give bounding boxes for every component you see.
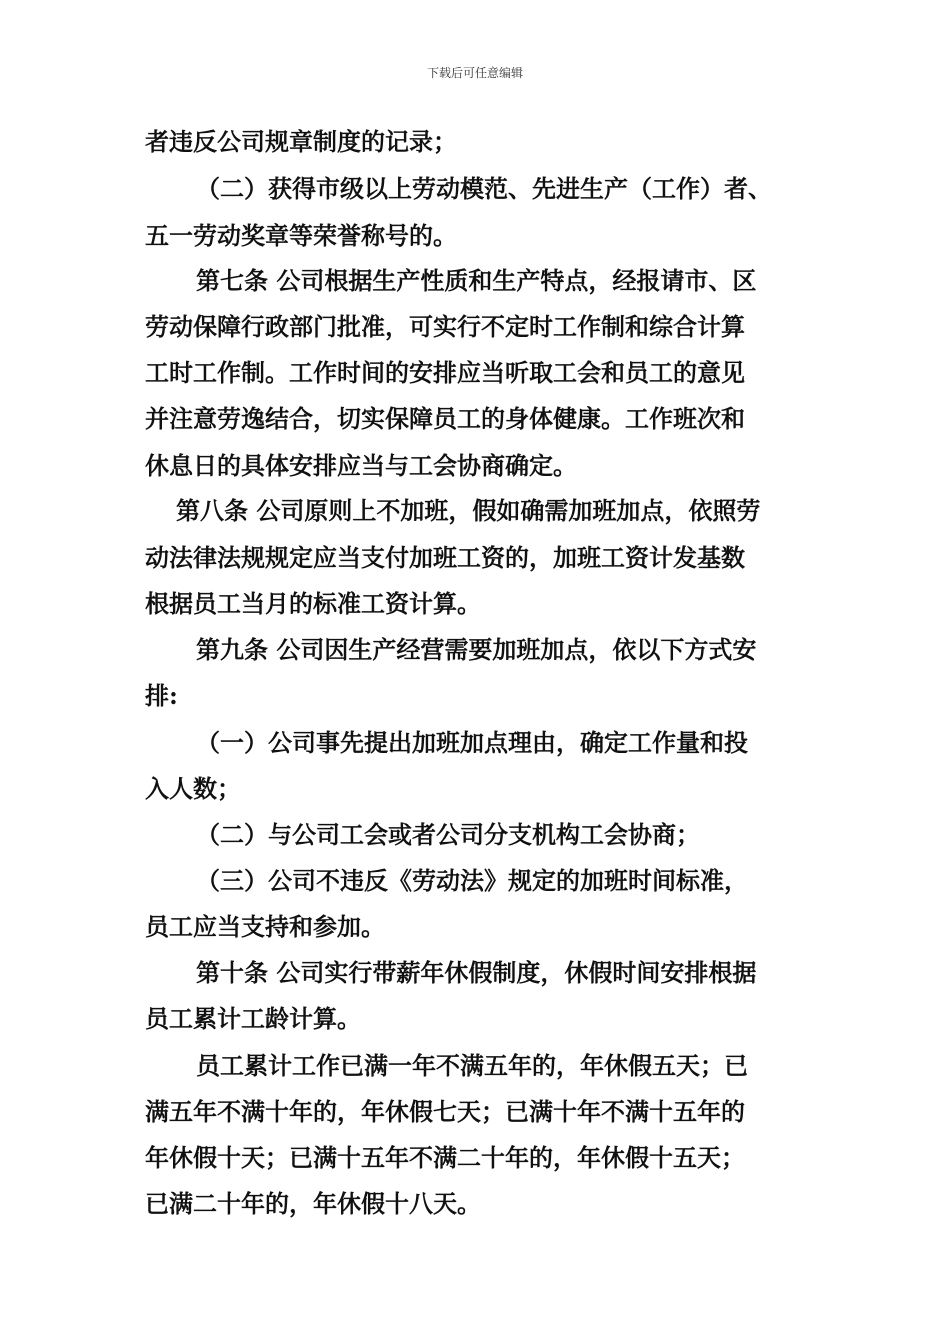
text-line: 工时工作制。工作时间的安排应当听取工会和员工的意见 xyxy=(145,358,745,387)
text-line: 休息日的具体安排应当与工会协商确定。 xyxy=(145,451,577,480)
text-line: 已满二十年的，年休假十八天。 xyxy=(145,1189,481,1218)
text-line: 根据员工当月的标准工资计算。 xyxy=(145,589,481,618)
text-line: 员工累计工龄计算。 xyxy=(145,1004,361,1033)
text-line: （一）公司事先提出加班加点理由，确定工作量和投 xyxy=(196,728,748,757)
text-line: 年休假十天；已满十五年不满二十年的，年休假十五天； xyxy=(145,1143,745,1172)
text-line: 第八条 公司原则上不加班，假如确需加班加点，依照劳 xyxy=(176,496,761,525)
text-line: 并注意劳逸结合，切实保障员工的身体健康。工作班次和 xyxy=(145,404,745,433)
text-line: （二）与公司工会或者公司分支机构工会协商； xyxy=(196,820,700,849)
text-line: 劳动保障行政部门批准，可实行不定时工作制和综合计算 xyxy=(145,312,745,341)
text-line: 员工应当支持和参加。 xyxy=(145,912,385,941)
text-line: （二）获得市级以上劳动模范、先进生产（工作）者、 xyxy=(196,174,772,203)
text-line: 五一劳动奖章等荣誉称号的。 xyxy=(145,221,457,250)
text-line: 入人数； xyxy=(145,774,241,803)
text-line: 第十条 公司实行带薪年休假制度，休假时间安排根据 xyxy=(196,958,757,987)
text-line: 满五年不满十年的，年休假七天；已满十年不满十五年的 xyxy=(145,1097,745,1126)
text-line: 员工累计工作已满一年不满五年的，年休假五天；已 xyxy=(196,1051,748,1080)
text-line: 第九条 公司因生产经营需要加班加点，依以下方式安 xyxy=(196,635,757,664)
text-line: 排: xyxy=(145,681,178,710)
text-line: （三）公司不违反《劳动法》规定的加班时间标准， xyxy=(196,866,748,895)
page-header-note: 下载后可任意编辑 xyxy=(426,66,523,80)
text-line: 第七条 公司根据生产性质和生产特点，经报请市、区 xyxy=(196,266,757,295)
text-line: 者违反公司规章制度的记录； xyxy=(145,127,457,156)
text-line: 动法律法规规定应当支付加班工资的，加班工资计发基数 xyxy=(145,543,745,572)
